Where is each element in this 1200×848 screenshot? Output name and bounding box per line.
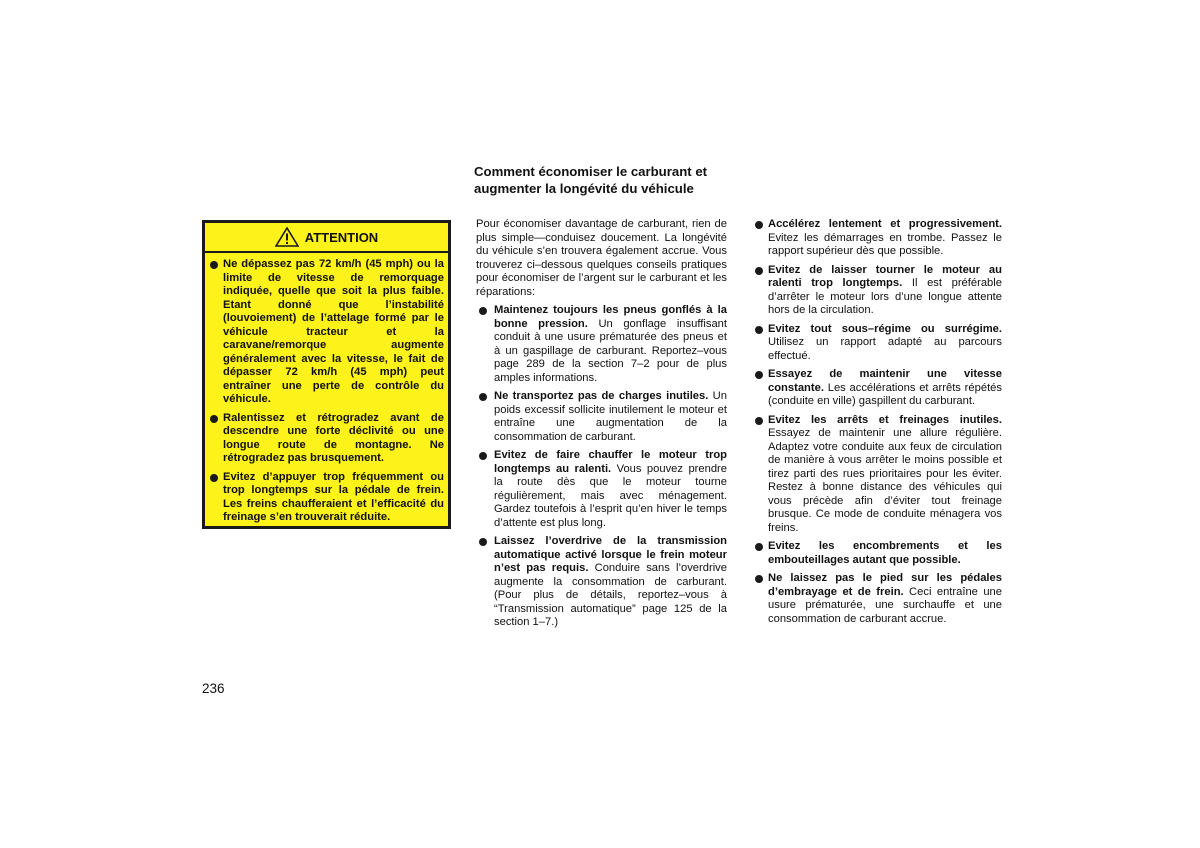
attention-header (205, 223, 448, 253)
tip-item: Laissez l’overdrive de la transmission automatique activé lorsque le frein moteur n’est pas requis. Conduire sans l’overdrive augmente la consommation de carburant. (Pour plus de détails, reportez–vous à “Transmission automatique” page 125 de la section 1–7.) (476, 535, 727, 630)
warning-triangle-icon (275, 227, 299, 247)
tip-item: Evitez tout sous–régime ou surrégime. Utilisez un rapport adapté au parcours effectué. (754, 323, 1002, 364)
attention-item: Ralentissez et rétrogradez avant de descendre une forte déclivité ou une longue route de montagne. Ne rétrogradez pas brusquement. (209, 412, 444, 466)
attention-title: ATTENTION (304, 229, 379, 245)
section-title: Comment économiser le carburant et augmenter la longévité du véhicule (474, 164, 708, 196)
bullet-icon (755, 543, 763, 551)
content-column-middle (476, 218, 727, 635)
tip-item: Maintenez toujours les pneus gonflés à la bonne pression. Un gonflage insuffisant conduit à une usure prématurée des pneus et à un gaspillage de carburant. Reportez–vous page 289 de la section 7–2 pour de plus amples informations. (476, 304, 727, 385)
bullet-icon (755, 575, 763, 583)
attention-item: Evitez d’appuyer trop fréquemment ou trop longtemps sur la pédale de frein. Les freins chaufferaient et l’efficacité du freinage s’en trouverait réduite. (209, 471, 444, 525)
bullet-icon (755, 326, 763, 334)
attention-box (202, 220, 451, 529)
bullet-icon (479, 307, 487, 315)
tip-item: Essayez de maintenir une vitesse constante. Les accélérations et arrêts répétés (conduite en ville) gaspillent du carburant. (754, 368, 1002, 409)
bullet-icon (755, 267, 763, 275)
bullet-icon (479, 393, 487, 401)
bullet-icon (210, 474, 218, 482)
intro-paragraph: Pour économiser davantage de carburant, rien de plus simple—conduisez doucement. La longévité du véhicule s’en trouvera également accrue. Vous trouverez ci–dessous quelques conseils pratiques pour économiser de l’argent sur le carburant et les réparations: (476, 218, 727, 298)
bullet-icon (479, 452, 487, 460)
page-number: 236 (202, 681, 225, 696)
tip-item: Evitez de faire chauffer le moteur trop longtemps au ralenti. Vous pouvez prendre la route dès que le moteur tourne régulièrement, mais avec ménagement. Gardez toutefois à l’esprit qu’en hiver le temps d’attente est plus long. (476, 449, 727, 530)
bullet-icon (210, 261, 218, 269)
bullet-icon (755, 417, 763, 425)
tip-item: Evitez les arrêts et freinages inutiles. Essayez de maintenir une allure régulière. Adaptez votre conduite aux feux de circulation de manière à vous arrêter le moins possible et tirez parti des rues prioritaires pour les éviter. Restez à bonne distance des véhicules qui vous précède afin d’éviter tout freinage brusque. Ce mode de conduite ménagera vos freins. (754, 414, 1002, 536)
bullet-icon (210, 415, 218, 423)
tip-item: Evitez les encombrements et les embouteillages autant que possible. (754, 540, 1002, 567)
tip-item: Evitez de laisser tourner le moteur au ralenti trop longtemps. Il est préférable d’arrêter le moteur lors d’une longue attente hors de la circulation. (754, 264, 1002, 318)
tips-list-left (476, 304, 727, 630)
tip-item: Accélérez lentement et progressivement. Evitez les démarrages en trombe. Passez le rapport supérieur dès que possible. (754, 218, 1002, 259)
tip-item: Ne laissez pas le pied sur les pédales d’embrayage et de frein. Ceci entraîne une usure prématurée, une surchauffe et une consommation de carburant accrue. (754, 572, 1002, 626)
content-column-right (754, 218, 1002, 631)
tips-list-right (754, 218, 1002, 626)
attention-list (205, 253, 448, 525)
bullet-icon (755, 221, 763, 229)
bullet-icon (479, 538, 487, 546)
attention-item: Ne dépassez pas 72 km/h (45 mph) ou la limite de vitesse de remorquage indiquée, quelle que soit la plus faible. Etant donné que l’instabilité (louvoiement) de l’attelage formé par le véhicule tracteur et la caravane/remorque augmente généralement avec la vitesse, le fait de dépasser 72 km/h (45 mph) peut entraîner une perte de contrôle du véhicule. (209, 258, 444, 407)
bullet-icon (755, 371, 763, 379)
tip-item: Ne transportez pas de charges inutiles. Un poids excessif sollicite inutilement le moteur et entraîne une augmentation de la consommation de carburant. (476, 390, 727, 444)
